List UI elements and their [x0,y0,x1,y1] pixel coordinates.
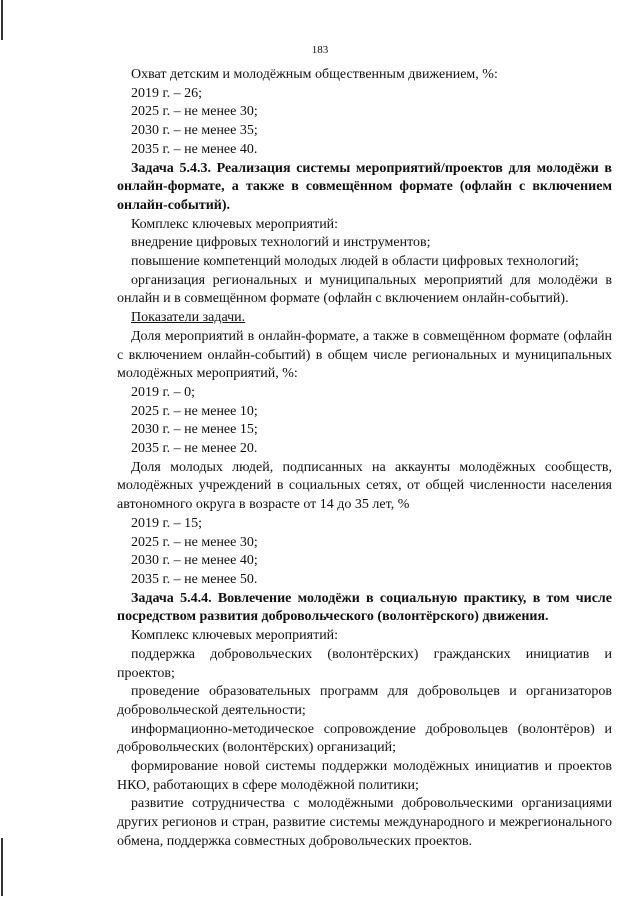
task-5-4-4-heading: Задача 5.4.4. Вовлечение молодёжи в социальную практику, в том числе посредством развития добровольческого (волонтёрского) движения. [117,590,612,625]
indicator-value: 2019 г. – 26; [131,85,203,101]
indicator-value: 2025 г. – не менее 30; [131,104,258,120]
indicator-social-accounts: Доля молодых людей, подписанных на аккаунты молодёжных сообществ, молодёжных учреждений в социальных сетях, от общей численности населения автономного округа в возрасте от 14 до 35 лет, % [117,459,612,513]
indicator-value: 2035 г. – не менее 50. [131,571,258,587]
indicator-online-events: Доля мероприятий в онлайн-формате, а также в совмещённом формате (офлайн с включением онлайн-событий) в общем числе региональных и муниципальных молодёжных мероприятий, %: [117,328,612,382]
indicator-value: 2025 г. – не менее 10; [131,403,258,419]
indicator-value: 2035 г. – не менее 40. [131,141,258,157]
indicator-value: 2035 г. – не менее 20. [131,441,258,457]
indicator-value: 2019 г. – 0; [131,384,196,400]
indicator-value: 2025 г. – не менее 30; [131,534,258,550]
list-item: формирование новой системы поддержки молодёжных инициатив и проектов НКО, работающих в сфере молодёжной политики; [117,759,612,793]
document-body [117,66,612,852]
list-item: поддержка добровольческих (волонтёрских) гражданских инициатив и проектов; [117,646,612,681]
scan-edge-marks [0,0,4,905]
coverage-indicator: Охват детским и молодёжным общественным движением, %: [131,67,498,82]
task-5-4-3-heading: Задача 5.4.3. Реализация системы мероприятий/проектов для молодёжи в онлайн-формате, а также в совмещённом формате (офлайн с включением онлайн-событий). [117,160,612,213]
scan-edge-mark [1,838,3,896]
list-item: повышение компетенций молодых людей в области цифровых технологий; [131,254,579,270]
scan-edge-mark [1,0,3,40]
indicator-value: 2030 г. – не менее 15; [131,422,258,438]
indicators-heading: Показатели задачи. [131,310,246,326]
list-item: информационно-методическое сопровождение добровольцев (волонтёров) и добровольческих (волонтёрских) организаций; [117,721,612,756]
indicator-value: 2030 г. – не менее 35; [131,123,258,139]
list-item: проведение образовательных программ для добровольцев и организаторов добровольческой деятельности; [117,684,612,718]
indicator-value: 2030 г. – не менее 40; [131,553,258,569]
complex-heading: Комплекс ключевых мероприятий: [131,628,339,644]
list-item: организация региональных и муниципальных мероприятий для молодёжи в онлайн и в совмещённом формате (офлайн с включением онлайн-событий). [117,272,612,307]
indicator-value: 2019 г. – 15; [131,515,203,531]
list-item: развитие сотрудничества с молодёжными добровольческими организациями других регионов и стран, развитие системы международного и межрегионального обмена, поддержка совместных добровольческих проектов. [117,796,612,849]
complex-heading: Комплекс ключевых мероприятий: [131,216,339,232]
page-number: 183 [311,44,329,56]
list-item: внедрение цифровых технологий и инструментов; [131,235,431,251]
